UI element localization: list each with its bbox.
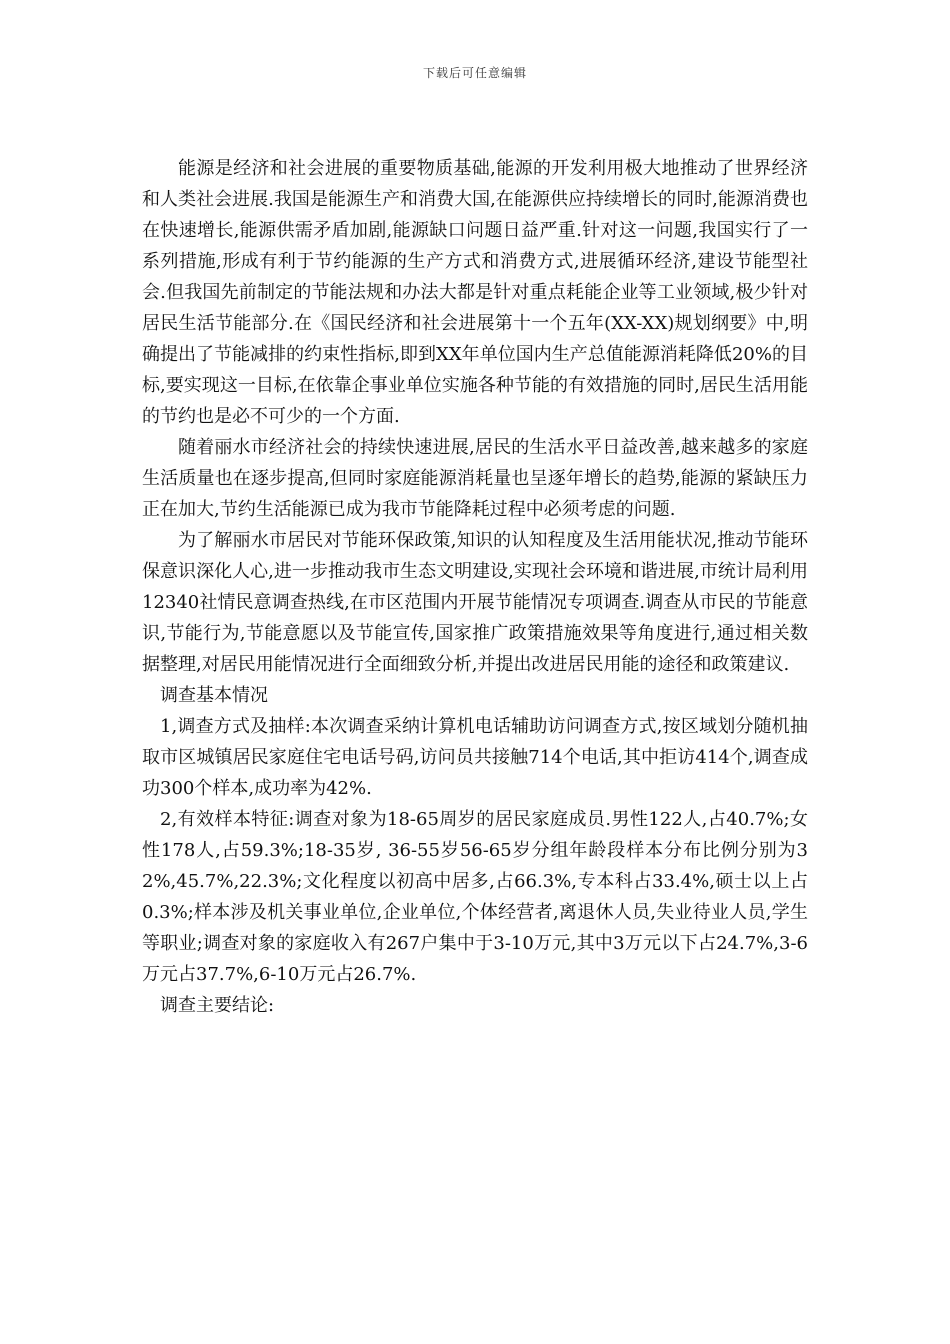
document-body — [142, 153, 808, 1021]
survey-method-item: 1,调查方式及抽样:本次调查采纳计算机电话辅助访问调查方式,按区域划分随机抽取市区城镇居民家庭住宅电话号码,访问员共接触714个电话,其中拒访414个,调查成功300个样本,成功率为42%. — [142, 716, 808, 799]
intro-paragraph: 能源是经济和社会进展的重要物质基础,能源的开发利用极大地推动了世界经济和人类社会进展.我国是能源生产和消费大国,在能源供应持续增长的同时,能源消费也在快速增长,能源供需矛盾加剧,能源缺口问题日益严重.针对这一问题,我国实行了一系列措施,形成有利于节约能源的生产方式和消费方式,进展循环经济,建设节能型社会.但我国先前制定的节能法规和办法大都是针对重点耗能企业等工业领域,极少针对居民生活节能部分.在《国民经济和社会进展第十一个五年(XX-XX)规划纲要》中,明确提出了节能减排的约束性指标,即到XX年单位国内生产总值能源消耗降低20%的目标,要实现这一目标,在依靠企事业单位实施各种节能的有效措施的同时,居民生活用能的节约也是必不可少的一个方面. — [142, 158, 808, 427]
section-heading-main-conclusions: 调查主要结论: — [160, 995, 275, 1016]
sample-characteristics-item: 2,有效样本特征:调查对象为18-65周岁的居民家庭成员.男性122人,占40.7%;女性178人,占59.3%;18-35岁, 36-55岁56-65岁分组年龄段样本分布比例分别为32%,45.7%,22.3%;文化程度以初高中居多,占66.3%,专本科占33.4%,硕士以上占0.3%;样本涉及机关事业单位,企业单位,个体经营者,离退休人员,失业待业人员,学生等职业;调查对象的家庭收入有267户集中于3-10万元,其中3万元以下占24.7%,3-6万元占37.7%,6-10万元占26.7%. — [142, 809, 808, 985]
survey-purpose-paragraph: 为了解丽水市居民对节能环保政策,知识的认知程度及生活用能状况,推动节能环保意识深化人心,进一步推动我市生态文明建设,实现社会环境和谐进展,市统计局利用12340社情民意调查热线,在市区范围内开展节能情况专项调查.调查从市民的节能意识,节能行为,节能意愿以及节能宣传,国家推广政策措施效果等角度进行,通过相关数据整理,对居民用能情况进行全面细致分析,并提出改进居民用能的途径和政策建议. — [142, 530, 808, 675]
lishui-background-paragraph: 随着丽水市经济社会的持续快速进展,居民的生活水平日益改善,越来越多的家庭生活质量也在逐步提高,但同时家庭能源消耗量也呈逐年增长的趋势,能源的紧缺压力正在加大,节约生活能源已成为我市节能降耗过程中必须考虑的问题. — [142, 437, 808, 520]
page-header: 下载后可任意编辑 — [422, 66, 527, 80]
section-heading-basic-info: 调查基本情况 — [160, 685, 268, 706]
